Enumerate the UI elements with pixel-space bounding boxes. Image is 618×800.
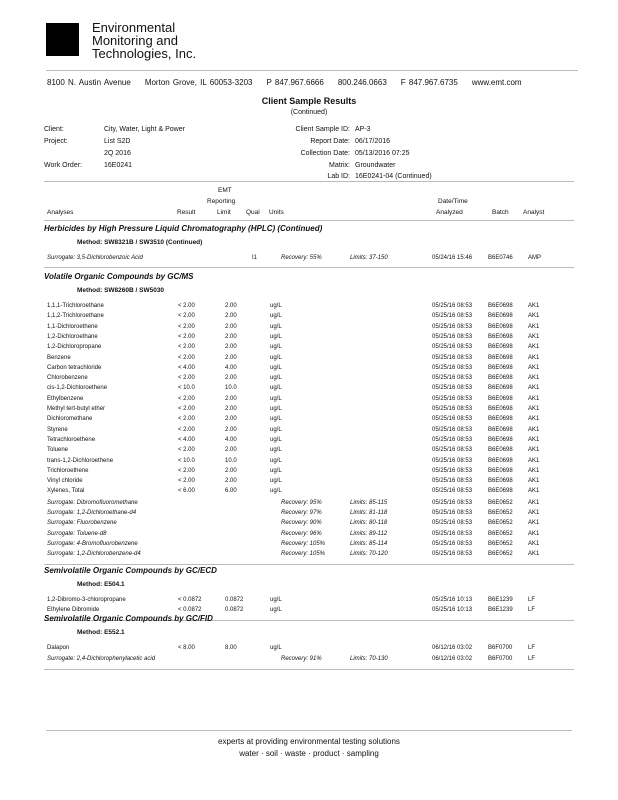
batch: B6E0698 (488, 416, 513, 423)
result-value: < 2.00 (178, 478, 195, 485)
units: ug/L (270, 447, 282, 454)
reporting-limit: 2.00 (225, 344, 237, 351)
batch: B6E0698 (488, 395, 513, 402)
city: Morton Grove, IL 60053-3203 (144, 78, 253, 87)
batch: B6E0652 (488, 530, 513, 537)
footer-services: water · soil · waste · product · sampling (239, 749, 379, 758)
analyst: AK1 (528, 530, 540, 537)
analyst: AK1 (528, 416, 540, 423)
analyzed-date: 05/25/16 08:53 (432, 333, 473, 340)
info-value: 06/17/2016 (355, 138, 391, 145)
batch: B6E0652 (488, 540, 513, 547)
units: ug/L (270, 323, 282, 330)
col-units: Units (269, 209, 284, 216)
table-row (0, 303, 618, 313)
surrogate-row (0, 255, 618, 265)
reporting-limit: 4.00 (225, 436, 237, 443)
result-value: < 2.00 (178, 313, 195, 320)
units: ug/L (270, 354, 282, 361)
surrogate-row (0, 510, 618, 520)
table-row (0, 344, 618, 354)
limits: Limits: 80-118 (350, 520, 388, 527)
analyte-name: Dalapon (47, 645, 70, 651)
info-value: 2Q 2016 (104, 150, 131, 157)
info-value: 05/13/2016 07:25 (355, 150, 410, 157)
units: ug/L (270, 436, 282, 443)
batch: B6E0698 (488, 478, 513, 485)
batch: B6E0652 (488, 551, 513, 558)
col-analyses: Analyses (47, 209, 74, 216)
batch: B6E0698 (488, 457, 513, 464)
limits: Limits: 37-150 (350, 255, 388, 261)
result-value: < 4.00 (178, 436, 195, 443)
units: ug/L (270, 385, 282, 392)
analyzed-date: 05/25/16 08:53 (432, 520, 473, 527)
analyzed-date: 05/25/16 08:53 (432, 344, 473, 351)
batch: B6E0698 (488, 385, 513, 392)
section-title: Semivolatile Organic Compounds by GC/ECD (44, 566, 217, 575)
table-row (0, 396, 618, 406)
batch: B6E0652 (488, 510, 513, 516)
result-value: < 2.00 (178, 323, 195, 330)
table-row (0, 437, 618, 447)
result-value: < 2.00 (178, 333, 195, 340)
analyst: AK1 (528, 354, 540, 361)
table-row (0, 375, 618, 385)
analyte-name: Trichloroethene (47, 467, 89, 474)
result-value: < 2.00 (178, 375, 195, 382)
analyst: AK1 (528, 385, 540, 392)
section-title: Herbicides by High Pressure Liquid Chromatography (HPLC) (Continued) (44, 224, 323, 233)
batch: B6F0700 (488, 645, 513, 651)
analyzed-date: 05/25/16 10:13 (432, 607, 473, 614)
analyzed-date: 05/25/16 08:53 (432, 313, 473, 320)
info-value: List S2D (104, 138, 131, 145)
units: ug/L (270, 375, 282, 382)
analyzed-date: 05/25/16 08:53 (432, 375, 473, 382)
analyte-name: trans-1,2-Dichloroethene (47, 457, 114, 464)
analyte-name: Styrene (47, 426, 68, 433)
analyte-name: 1,2-Dichloroethane (47, 333, 98, 340)
analyte-name: 1,1,1-Trichloroethane (47, 303, 104, 309)
section-divider (44, 669, 574, 670)
analyzed-date: 05/25/16 08:53 (432, 499, 473, 506)
reporting-limit: 2.00 (225, 323, 237, 330)
limits: Limits: 85-114 (350, 540, 388, 547)
table-row (0, 458, 618, 468)
analyst: AK1 (528, 499, 540, 506)
street: 8100 N. Austin Avenue (47, 78, 131, 87)
limits: Limits: 89-112 (350, 530, 388, 537)
units: ug/L (270, 313, 282, 320)
units: ug/L (270, 426, 282, 433)
company-address (47, 78, 536, 87)
recovery: Recovery: 105% (281, 540, 326, 547)
analyst: LF (528, 607, 536, 614)
fax: F 847.967.6735 (400, 78, 458, 87)
analyst: AK1 (528, 551, 540, 558)
result-value: < 2.00 (178, 344, 195, 351)
analyst: AK1 (528, 333, 540, 340)
analyzed-date: 05/25/16 08:53 (432, 354, 473, 361)
analyzed-date: 05/25/16 08:53 (432, 510, 473, 516)
batch: B6E0698 (488, 303, 513, 309)
units: ug/L (270, 416, 282, 423)
analyst: AK1 (528, 457, 540, 464)
surrogate-row (0, 541, 618, 551)
surrogate-name: Surrogate: Dibromofluoromethane (47, 499, 138, 506)
units: ug/L (270, 406, 282, 412)
company-name-line: Environmental (92, 20, 176, 35)
info-label: Report Date: (310, 138, 350, 145)
method-label: Method: SW8321B / SW3510 (Continued) (77, 239, 203, 246)
batch: B6E0652 (488, 520, 513, 527)
recovery: Recovery: 90% (281, 520, 322, 527)
table-row (0, 416, 618, 426)
analyst: LF (528, 656, 536, 663)
analyzed-date: 05/25/16 08:53 (432, 385, 473, 392)
table-row (0, 385, 618, 395)
reporting-limit: 2.00 (225, 375, 237, 382)
col-analyst: Analyst (523, 209, 545, 216)
col-reporting: Reporting (207, 198, 236, 205)
result-value: < 2.00 (178, 416, 195, 423)
batch: B6E0698 (488, 467, 513, 474)
info-label: Client Sample ID: (295, 126, 350, 133)
col-emt: EMT (218, 187, 232, 194)
limits: Limits: 85-115 (350, 499, 388, 506)
table-row (0, 478, 618, 488)
limits: Limits: 81-118 (350, 510, 388, 516)
website: www.emt.com (471, 78, 522, 87)
analyzed-date: 05/25/16 08:53 (432, 395, 473, 402)
phone: P 847.967.6666 (266, 78, 324, 87)
info-value: City, Water, Light & Power (104, 126, 185, 133)
surrogate-name: Surrogate: 1,2-Dichlorobenzene-d4 (47, 551, 141, 558)
analyte-name: 1,1,2-Trichloroethane (47, 313, 104, 320)
analyzed-date: 05/24/16 15:46 (432, 255, 473, 261)
result-value: < 8.00 (178, 645, 195, 651)
analyzed-date: 06/12/16 03:02 (432, 645, 473, 651)
result-value: < 2.00 (178, 406, 195, 412)
analyst: LF (528, 645, 536, 651)
batch: B6E0698 (488, 354, 513, 361)
analyte-name: Xylenes, Total (47, 488, 85, 495)
analyst: LF (528, 597, 536, 603)
reporting-limit: 0.0872 (225, 607, 244, 614)
table-row (0, 313, 618, 323)
method-label: Method: SW8260B / SW5030 (77, 287, 165, 294)
result-value: < 4.00 (178, 364, 195, 371)
surrogate-name: Surrogate: Fluorobenzene (47, 520, 117, 527)
units: ug/L (270, 478, 282, 485)
analyte-name: Benzene (47, 354, 71, 361)
analyzed-date: 05/25/16 08:53 (432, 530, 473, 537)
units: ug/L (270, 597, 282, 603)
table-row (0, 406, 618, 416)
report-subtitle: (Continued) (290, 109, 328, 116)
analyst: AK1 (528, 488, 540, 495)
analyte-name: Ethylene Dibromide (47, 607, 100, 614)
units: ug/L (270, 303, 282, 309)
result-value: < 2.00 (178, 354, 195, 361)
units: ug/L (270, 607, 282, 614)
section-divider (44, 564, 574, 565)
batch: B6E0698 (488, 364, 513, 371)
batch: B6E0698 (488, 406, 513, 412)
analyst: AK1 (528, 323, 540, 330)
units: ug/L (270, 344, 282, 351)
surrogate-row (0, 531, 618, 541)
info-label: Client: (44, 126, 64, 133)
batch: B6E1239 (488, 607, 513, 614)
reporting-limit: 4.00 (225, 364, 237, 371)
recovery: Recovery: 55% (281, 255, 322, 261)
report-title: Client Sample Results (261, 96, 357, 106)
col-datetime: Date/Time (438, 198, 468, 205)
result-value: < 6.00 (178, 488, 195, 495)
table-row (0, 324, 618, 334)
info-label: Matrix: (329, 162, 350, 169)
col-result: Result (177, 209, 196, 216)
table-row (0, 355, 618, 365)
col-qual: Qual (246, 209, 260, 216)
surrogate-row (0, 520, 618, 530)
company-name-line: Monitoring and (92, 33, 178, 48)
batch: B6F0700 (488, 656, 513, 663)
col-limit: Limit (217, 209, 231, 216)
table-row (0, 334, 618, 344)
section-divider (44, 267, 574, 268)
result-value: < 0.0872 (178, 597, 202, 603)
info-value: Groundwater (355, 162, 396, 169)
analyzed-date: 05/25/16 08:53 (432, 426, 473, 433)
surrogate-name: Surrogate: 3,5-Dichlorobenzoic Acid (47, 255, 143, 261)
analyte-name: 1,2-Dibromo-3-chloropropane (47, 597, 126, 603)
method-label: Method: E504.1 (77, 581, 125, 588)
limits: Limits: 70-120 (350, 551, 388, 558)
analyst: AMP (528, 255, 542, 261)
result-value: < 10.0 (178, 457, 195, 464)
info-label: Work Order: (44, 162, 82, 169)
analyzed-date: 05/25/16 08:53 (432, 467, 473, 474)
batch: B6E0698 (488, 447, 513, 454)
result-value: < 2.00 (178, 395, 195, 402)
reporting-limit: 2.00 (225, 416, 237, 423)
limits: Limits: 70-130 (350, 656, 388, 663)
reporting-limit: 2.00 (225, 467, 237, 474)
reporting-limit: 2.00 (225, 406, 237, 412)
analyzed-date: 05/25/16 10:13 (432, 597, 473, 603)
analyzed-date: 06/12/16 03:02 (432, 656, 473, 663)
surrogate-name: Surrogate: 1,2-Dichloroethane-d4 (47, 510, 137, 516)
company-name-line: Technologies, Inc. (92, 46, 197, 61)
units: ug/L (270, 364, 282, 371)
reporting-limit: 10.0 (225, 457, 237, 464)
analyte-name: 1,2-Dichloropropane (47, 344, 102, 351)
info-value: AP-3 (355, 126, 371, 133)
table-row (0, 447, 618, 457)
analyst: AK1 (528, 426, 540, 433)
batch: B6E0698 (488, 375, 513, 382)
analyzed-date: 05/25/16 08:53 (432, 478, 473, 485)
result-value: < 2.00 (178, 303, 195, 309)
surrogate-name: Surrogate: Toluene-d8 (47, 530, 107, 537)
col-batch: Batch (492, 209, 509, 216)
result-value: < 10.0 (178, 385, 195, 392)
analyst: AK1 (528, 520, 540, 527)
batch: B6E0698 (488, 313, 513, 320)
table-row (0, 488, 618, 498)
table-row (0, 427, 618, 437)
surrogate-row (0, 551, 618, 561)
analyzed-date: 05/25/16 08:53 (432, 364, 473, 371)
reporting-limit: 2.00 (225, 333, 237, 340)
recovery: Recovery: 91% (281, 656, 322, 663)
analyzed-date: 05/25/16 08:53 (432, 488, 473, 495)
surrogate-row (0, 656, 618, 666)
reporting-limit: 2.00 (225, 354, 237, 361)
analyzed-date: 05/25/16 08:53 (432, 457, 473, 464)
analyst: AK1 (528, 447, 540, 454)
analyst: AK1 (528, 436, 540, 443)
section-title: Volatile Organic Compounds by GC/MS (44, 272, 194, 281)
analyte-name: Toluene (47, 447, 69, 454)
result-value: < 2.00 (178, 426, 195, 433)
company-name (92, 21, 196, 60)
analyzed-date: 05/25/16 08:53 (432, 447, 473, 454)
analyst: AK1 (528, 467, 540, 474)
units: ug/L (270, 488, 282, 495)
analyzed-date: 05/25/16 08:53 (432, 406, 473, 412)
reporting-limit: 2.00 (225, 395, 237, 402)
col-analyzed: Analyzed (436, 209, 463, 216)
analyzed-date: 05/25/16 08:53 (432, 303, 473, 309)
batch: B6E0698 (488, 426, 513, 433)
batch: B6E0698 (488, 344, 513, 351)
reporting-limit: 2.00 (225, 447, 237, 454)
analyzed-date: 05/25/16 08:53 (432, 416, 473, 423)
analyte-name: Dichloromethane (47, 416, 93, 423)
batch: B6E0746 (488, 255, 513, 261)
analyst: AK1 (528, 313, 540, 320)
recovery: Recovery: 95% (281, 499, 322, 506)
analyte-name: 1,1-Dichloroethene (47, 323, 98, 330)
info-label: Collection Date: (300, 150, 350, 157)
batch: B6E0652 (488, 499, 513, 506)
analyst: AK1 (528, 478, 540, 485)
batch: B6E0698 (488, 333, 513, 340)
reporting-limit: 8.00 (225, 645, 237, 651)
info-value: 16E0241-04 (Continued) (355, 173, 432, 180)
toll-free: 800.246.0663 (337, 78, 387, 87)
reporting-limit: 2.00 (225, 303, 237, 309)
analyst: AK1 (528, 344, 540, 351)
batch: B6E0698 (488, 436, 513, 443)
qualifier: I1 (252, 255, 258, 261)
result-value: < 0.0872 (178, 607, 202, 614)
info-label: Lab ID: (327, 173, 350, 180)
analyte-name: Carbon tetrachloride (47, 364, 102, 371)
analyst: AK1 (528, 364, 540, 371)
table-row (0, 365, 618, 375)
analyzed-date: 05/25/16 08:53 (432, 323, 473, 330)
surrogate-name: Surrogate: 4-Bromofluorobenzene (47, 540, 138, 547)
units: ug/L (270, 395, 282, 402)
units: ug/L (270, 467, 282, 474)
analyte-name: Vinyl chloride (47, 478, 83, 485)
info-label: Project: (44, 138, 68, 145)
analyte-name: Chlorobenzene (47, 375, 88, 382)
analyst: AK1 (528, 375, 540, 382)
analyte-name: cis-1,2-Dichloroethene (47, 385, 108, 392)
table-row (0, 645, 618, 655)
batch: B6E0698 (488, 488, 513, 495)
company-logo-mark (46, 23, 79, 56)
analyte-name: Tetrachloroethene (47, 436, 96, 443)
result-value: < 2.00 (178, 447, 195, 454)
section-title: Semivolatile Organic Compounds by GC/FID (44, 614, 213, 623)
reporting-limit: 6.00 (225, 488, 237, 495)
reporting-limit: 2.00 (225, 313, 237, 320)
analyte-name: Ethylbenzene (47, 395, 84, 402)
units: ug/L (270, 333, 282, 340)
reporting-limit: 2.00 (225, 478, 237, 485)
method-label: Method: E552.1 (77, 629, 125, 636)
analyst: AK1 (528, 303, 540, 309)
analyzed-date: 05/25/16 08:53 (432, 551, 473, 558)
analyst: AK1 (528, 510, 540, 516)
batch: B6E1239 (488, 597, 513, 603)
surrogate-row (0, 500, 618, 510)
units: ug/L (270, 457, 282, 464)
units: ug/L (270, 645, 282, 651)
analyzed-date: 05/25/16 08:53 (432, 540, 473, 547)
footer-tagline: experts at providing environmental testing solutions (218, 737, 400, 746)
table-row (0, 597, 618, 607)
table-row (0, 468, 618, 478)
recovery: Recovery: 97% (281, 510, 322, 516)
info-value: 16E0241 (104, 162, 133, 169)
recovery: Recovery: 96% (281, 530, 322, 537)
batch: B6E0698 (488, 323, 513, 330)
surrogate-name: Surrogate: 2,4-Dichlorophenylacetic acid (47, 656, 156, 663)
reporting-limit: 10.0 (225, 385, 237, 392)
analyte-name: Methyl tert-butyl ether (47, 406, 106, 412)
recovery: Recovery: 105% (281, 551, 326, 558)
analyst: AK1 (528, 406, 540, 412)
analyst: AK1 (528, 395, 540, 402)
result-value: < 2.00 (178, 467, 195, 474)
analyzed-date: 05/25/16 08:53 (432, 436, 473, 443)
analyst: AK1 (528, 540, 540, 547)
reporting-limit: 2.00 (225, 426, 237, 433)
reporting-limit: 0.0872 (225, 597, 244, 603)
